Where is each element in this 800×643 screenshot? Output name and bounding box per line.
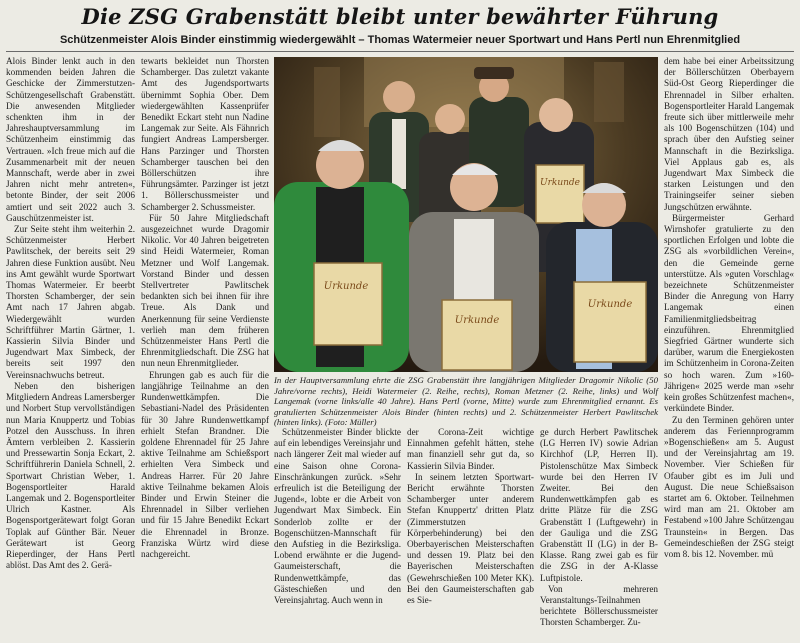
certificate-label: Urkunde — [587, 299, 633, 310]
certificate-label: Urkunde — [323, 281, 369, 292]
text-column-1 — [6, 56, 135, 641]
paragraph: dem habe bei einer Arbeitssitzung der Böllerschützen Oberbayern Süd-Ost Georg Rieperdinger die Ehrennadel in Silber erhalten. Bogensportleiter Harald Langemak freute sich über mittlerweile mehr als 100 Bogenschützen (104) und sprach über den Aufstieg seiner Mannschaft in die Bezirksliga. Viel Applaus gab es, als Jugendwart Max Simbeck die starken Leistungen und den Trainingseifer seiner sieben Jungschützen erwähnte. — [664, 56, 794, 212]
paragraph: Von mehreren Veranstaltungs-Teilnahmen berichtete Böllerschussmeister Thorsten Schamberger. Zu- — [540, 583, 658, 628]
paragraph: Ehrungen gab es auch für die langjährige Teilnahme an den Rundenwettkämpfen. Die Sebastiani-Nadel des Präsidenten für 30 Jahre Rundenwettkampf erhielt Stefan Brandner. Die goldene Ehrennadel für 25 Jahre aktive Teilnahme am Schießsport erhielten Vera Simbeck und Andreas Harrer. Für 20 Jahre aktive Teilnahme bekamen Alois Binder und Erwin Steiner die Ehrennadel in Silber verliehen und für 15 Jahre Benedikt Eckart die Ehrennadel in Bronze. Franziska Würtz wird diese nachgereicht. — [141, 369, 269, 559]
paragraph: Zu den Terminen gehören unter anderem das Feriennprogramm »Bogenschießen« am 5. August und der Vereinsjahrtag am 19. November. Vier Schießen für Ofauber gibt es im Juli und August. Die neue Schießsaison startet am 6. Oktober. Teilnehmen wird man am 21. Oktober am Festabend »100 Jahre Schützengau Traunstein« in Bergen. Das Gemeindeschießen der ZSG steigt vom 8. bis 12. November. mü — [664, 414, 794, 559]
text-column-5 — [540, 427, 658, 641]
paragraph: der Corona-Zeit wichtige Einnahmen gefehlt hätten, stehe man finanziell sehr gut da, so Kassierin Silvia Binder. — [407, 427, 534, 471]
paragraph: Schützenmeister Binder blickte auf ein lebendiges Vereinsjahr und nach längerer Zeit mal wieder auf eine Saison ohne Corona-Einschränkungen zurück. »Sehr erfreulich ist die Beteiligung der Jugend«, lobte er die Arbeit von Jugendwart Max Simbeck. Ein Sonderlob zollte er der Bogenschützen-Mannschaft für den Aufstieg in die Bezirksliga. Lobend erwähnte er die Jugend-Gaumeisterschaft, die Rundenwettkämpfe, das Gästeschießen und den Vereinsjahrtag. Auch wenn in — [274, 427, 401, 606]
header-rule — [6, 51, 794, 52]
headline: Die ZSG Grabenstätt bleibt unter bewährter Führung — [81, 4, 719, 29]
text-column-2 — [141, 56, 269, 641]
group-photo — [274, 57, 658, 372]
paragraph: Für 50 Jahre Mitgliedschaft ausgezeichnet wurde Dragomir Nikolic. Vor 40 Jahren beigetreten sind Heidi Watermeier, Roman Metzner und Wolf Langemak. Vorstand Binder und dessen Stellvertreter Pawlitschek bedankten sich bei ihnen für ihre Treue. Als Dank und Anerkennung für seine Verdienste verlieh man dem früheren Schützenmeister Hans Pertl die Ehrenmitgliedschaft. Die ZSG hat nun neun Ehrenmitglieder. — [141, 212, 269, 369]
certificate-label: Urkunde — [454, 315, 500, 326]
text-column-4 — [407, 427, 534, 641]
photo-illustration — [274, 57, 658, 372]
subheadline: Schützenmeister Alois Binder einstimmig wiedergewählt – Thomas Watermeier neuer Sportwart und Hans Pertl nun Ehrenmitglied — [59, 34, 741, 46]
certificate-label: Urkunde — [539, 178, 581, 188]
text-column-3 — [274, 427, 401, 641]
text-column-6 — [664, 56, 794, 641]
photo-caption: In der Hauptversammlung ehrte die ZSG Grabenstätt ihre langjährigen Mitglieder Dragomir Nikolic (50 Jahre/vorne rechts), Heidi Watermeier (2. Reihe, rechts), Roman Metzner (2. Reihe, links) und Wolf Langemak (vorne links/alle 40 Jahre). Hans Pertl (vorne, Mitte) wurde zum Ehrenmitglied ernannt. Es gratulierten Schützenmeister Alois Binder (hinten rechts) und 2. Schützenmeister Herbert Pawlitschek (hinten links). (Foto: Müller) — [274, 375, 658, 428]
paragraph: Neben den bisherigen Mitgliedern Andreas Lamersberger und Norbert Stup vervollständigen nun Maria Knuppertz und Tobias Potzel den Ausschuss. In ihren Ämtern verbleiben 2. Kassierin und Pressewartin Sonja Eckart, 2. Schriftführerin Daniela Schnell, 2. Sportwart Christian Weber, 1. Bogensportleiter Harald Langemak und 2. Bogensportleiter Ulrich Kastner. Als Bogensportgerätewart folgt Goran Toplak auf Günther Bär. Neuer Gerätewart ist Georg Rieperdinger, der Hans Pertl ablöst. Das Amt des 2. Gerä- — [6, 380, 135, 571]
paragraph: In seinem letzten Sportwart-Bericht erwähnte Thorsten Schamberger unter anderem Stefan Knuppertz' dritten Platz (Zimmerstutzen Körperbehinderung) bei den Oberbayerischen Meisterschaften und dessen 19. Platz bei den Bayerischen Meisterschaften (Gewehrschießen 100 Meter KK). Bei den Gaumeisterschaften gab es Sie- — [407, 471, 534, 606]
paragraph: Bürgermeister Gerhard Wirnshofer gratulierte zu den sportlichen Erfolgen und lobte die ZSG als »vorbildlichen Verein«, den die Gemeinde gerne unterstütze. Als »guten Vorschlag« bezeichnete Schützenmeister Binder die Anregung von Harry Langemak einen Familienmitgliedsbeitrag einzuführen. Ehrenmitglied Siegfried Gärtner wunderte sich darüber, warum die Energiekosten im Schützenheim in Corona-Zeiten so hoch waren. Zum »160-Jährigen« 2025 werde man »sehr kein großes Schützenfest machen«, verkündete Binder. — [664, 212, 794, 414]
paragraph: Zur Seite steht ihm weiterhin 2. Schützenmeister Herbert Pawlitschek, der bereits seit 29 Jahren diese Funktion ausübt. Neu ins Amt gewählt wurde Sportwart Thomas Watermeier. Er beerbt Thorsten Schamberger, der sein Amt nach 17 Jahren abgab. Wiedergewählt wurden Schriftführer Martin Gärtner, 1. Kassierin Silvia Binder und Jugendwart Max Simbeck, der bereits seit 1997 den Vereinsnachwuchs betreut. — [6, 224, 135, 380]
paragraph: ge durch Herbert Pawlitschek (LG Herren IV) sowie Adrian Kirchhof (LP, Herren II). Pistolenschütze Max Simbeck wurde bei den Herren IV Zweiter. Bei den Rundenwettkämpfen gab es dritte Plätze für die ZSG Grabenstätt I (Luftgewehr) in der Gauliga und die ZSG Grabenstätt II (LG) in der B-Klasse. Rang zwei gab es für die ZSG in der A-Klasse Luftpistole. — [540, 427, 658, 583]
paragraph: tewarts bekleidet nun Thorsten Schamberger. Das zuletzt vakante Amt des Jugendsportwarts übernimmt Sophia Ober. Dem wiedergewählten Kassenprüfer Benedikt Eckart steht nun Nadine Langemak zur Seite. Als Fähnrich fungiert Andreas Lampersberger. Hans Parzinger und Thorsten Schamberger tauschen bei den Böllerschützen ihre Führungsämter. Parzinger ist jetzt 1. Böllerschussmeister und Schamberger 2. Schussmeister. — [141, 56, 269, 212]
paragraph: Alois Binder lenkt auch in den kommenden beiden Jahren die Geschicke der Zimmerstutzen-Schützengesellschaft Grabenstätt. Die anwesenden Mitglieder schenkten ihm in der Jahreshauptversammlung im Schützenheim einstimmig das Vertrauen. »Ich freue mich auf die Zusammenarbeit mit der neuen Mannschaft, werde aber in zwei Jahren nicht mehr antreten«, betonte Binder, der seit 2006 amtiert und seit 2022 auch 3. Gauschützenmeister ist. — [6, 56, 135, 223]
